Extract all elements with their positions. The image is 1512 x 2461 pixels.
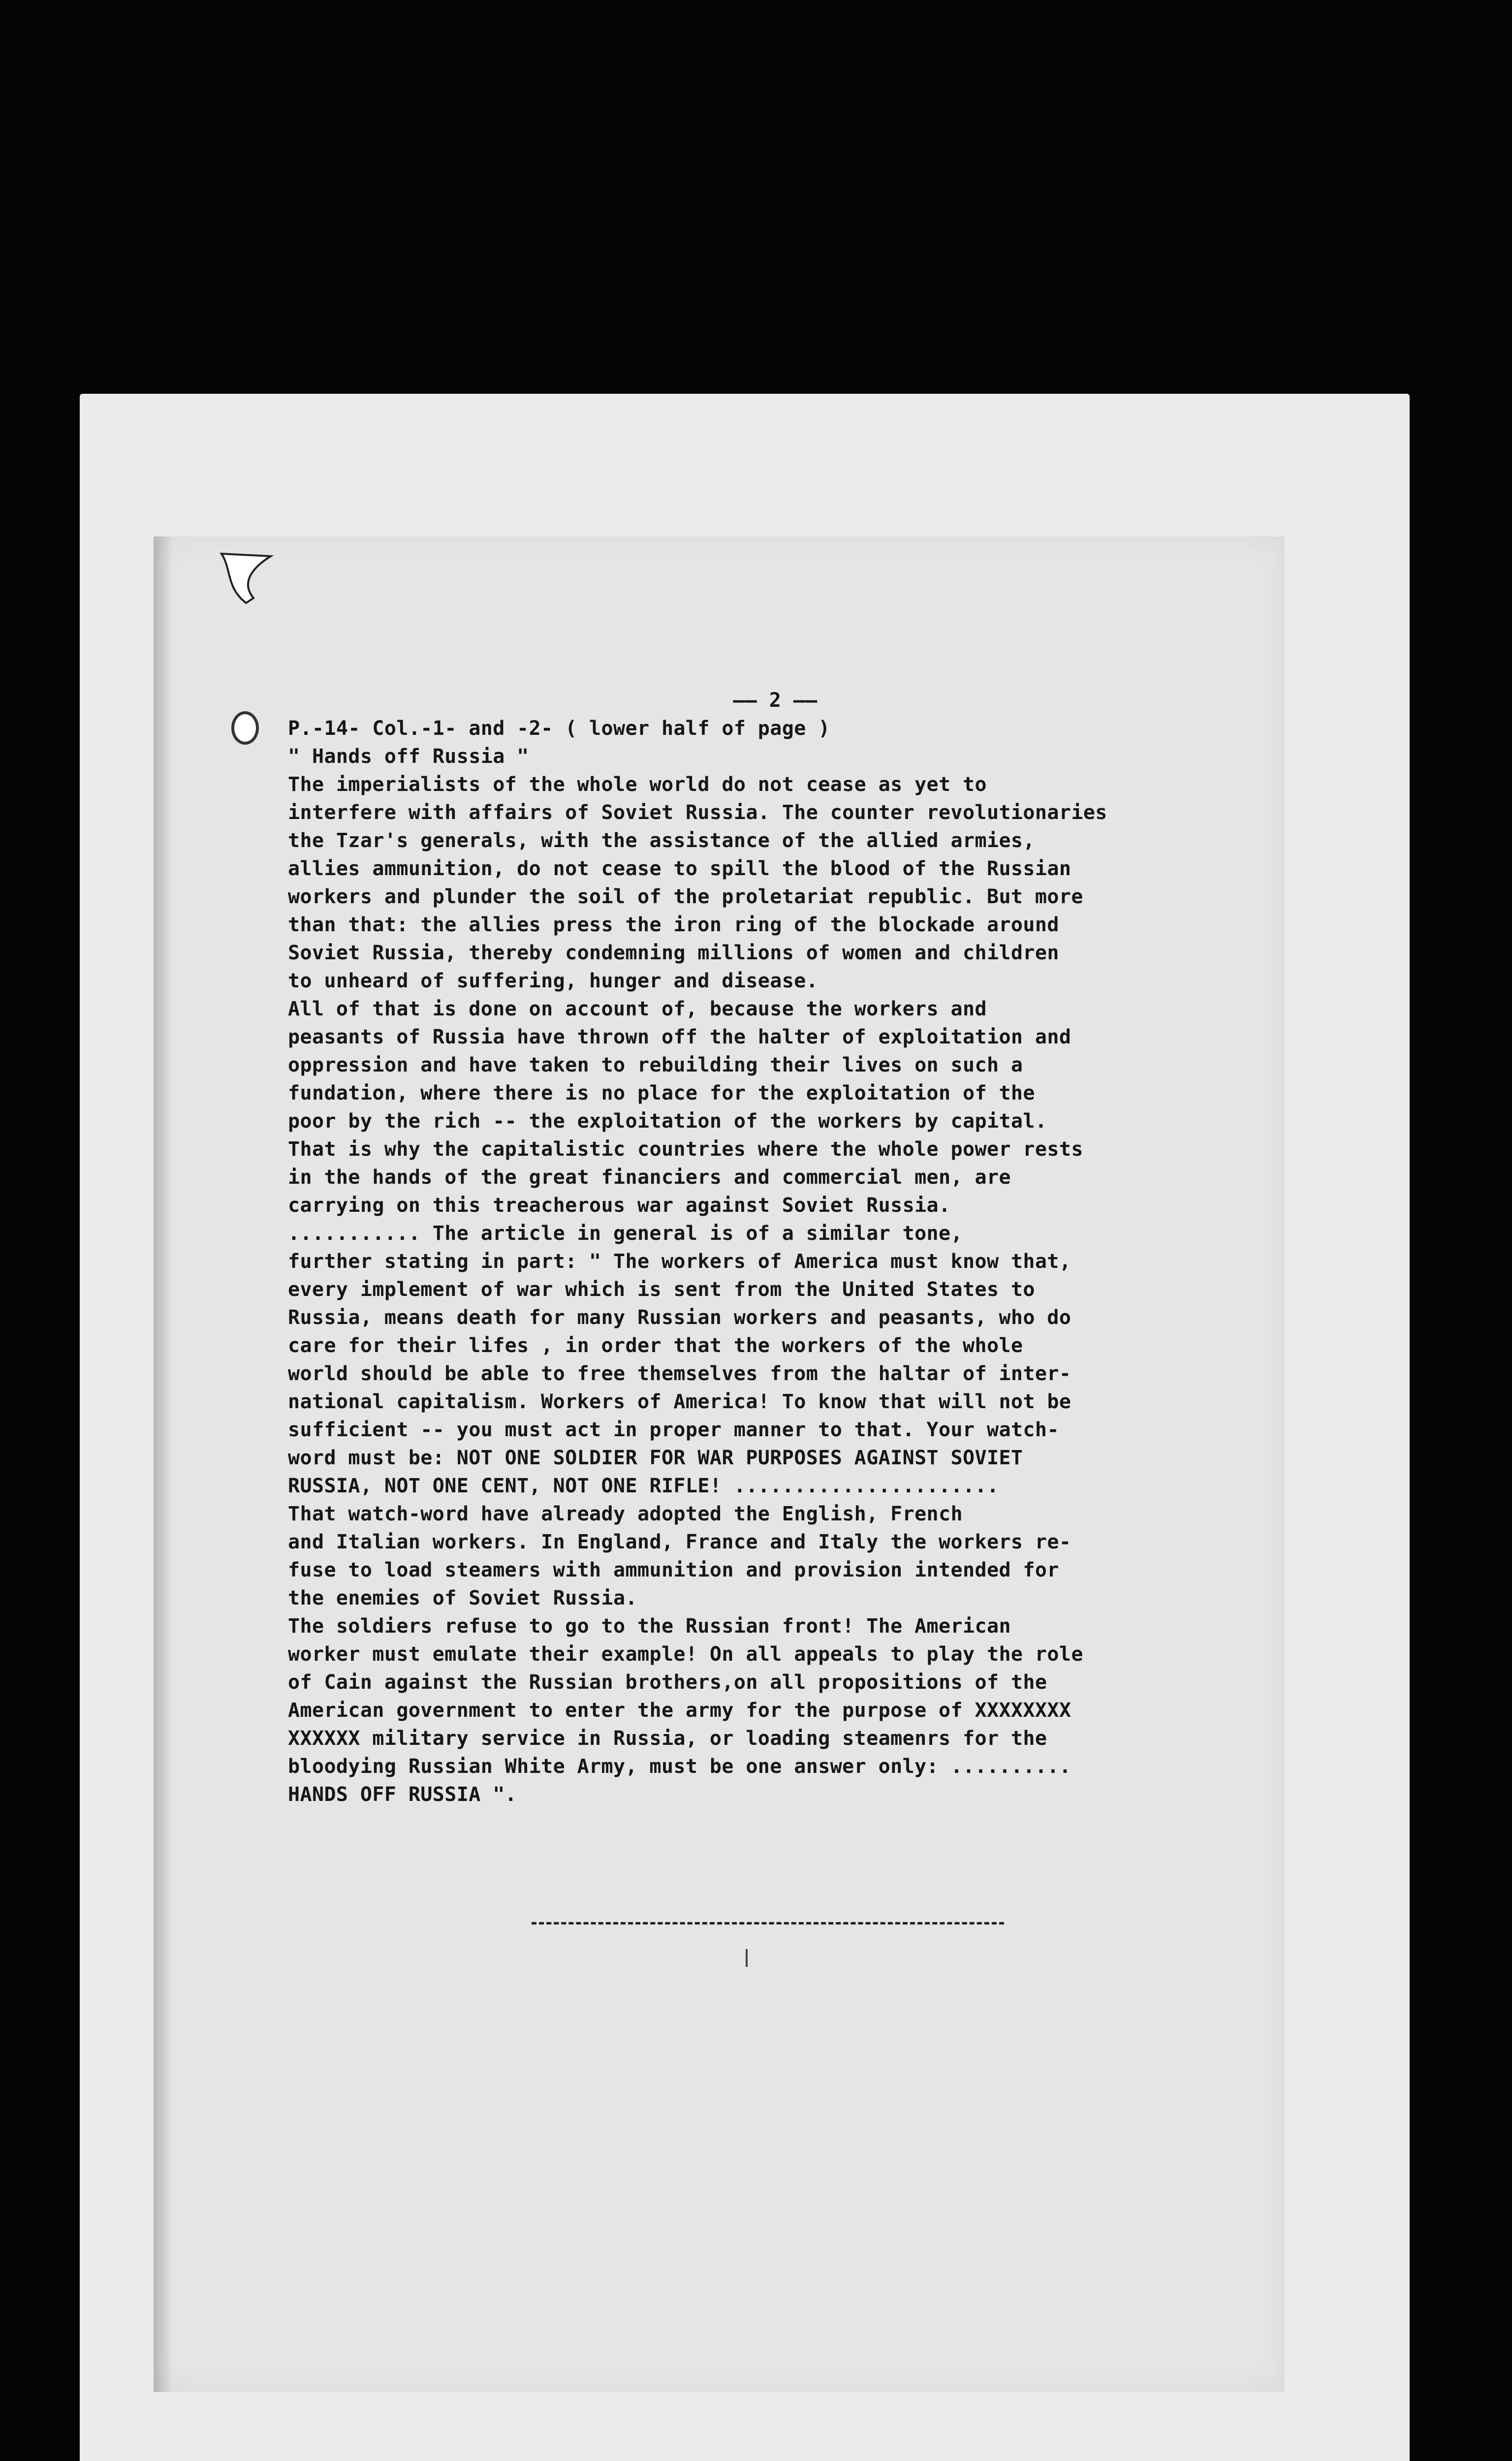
paragraph: All of that is done on account of, because the workers and peasants of Russia have thrown off the halter of exploitation and oppression and have taken to rebuilding their lives on such a fundation, where there is no place for the exploitation of the poor by the rich -- the exploitation of the workers by capital. That is why the capitalistic countries where the whole power rests in the hands of the great financiers and commercial men, are carrying on this treacherous war against Soviet Russia. ........... The article in general is of a similar tone, further stating in part: " The workers of America must know that, every implement of war which is sent from the United States to Russia, means death for many Russian workers and peasants, who do care for their lifes , in order that the workers of the whole world should be able to free themselves from the haltar of inter- national capitalism. Workers of America! To know that will not be sufficient -- you must act in proper manner to that. Your watch- word must be: NOT ONE SOLDIER FOR WAR PURPOSES AGAINST SOVIET RUSSIA, NOT ONE CENT, NOT ONE RIFLE! ...................... That watch-word have already adopted the English, French and Italian workers. In England, France and Italy the workers re- fuse to load steamers with ammunition and provision intended for the enemies of Soviet Russia. The soldiers refuse to go to the Russian front! The American worker must emulate their example! On all appeals to play the role of Cain against the Russian brothers,on all propositions of the American government to enter the army for the purpose of XXXXXXXX XXXXXX military service in Russia, or loading steamenrs for the bloodying Russian White Army, must be one answer only: .......... HANDS OFF RUSSIA ". [288,998,1083,1806]
closing-rule [532,1922,1004,1925]
paragraph: The imperialists of the whole world do not cease as yet to interfere with affairs of Soviet Russia. The counter revolutionaries the Tzar's generals, with the assistance of the allied armies, allies ammunition, do not cease to spill the blood of the Russian workers and plunder the soil of the proletariat republic. But more than that: the allies press the iron ring of the blockade around Soviet Russia, thereby condemning millions of women and children to unheard of suffering, hunger and disease. [288,773,1107,992]
article-title: " Hands off Russia " [288,745,529,768]
source-heading: P.-14- Col.-1- and -2- ( lower half of page ) [288,717,830,740]
rule-tick-mark [746,1949,748,1967]
page-number: —— 2 —— [733,689,818,712]
torn-corner-mark [217,549,285,608]
typed-text-block [288,687,1262,1809]
punch-hole [231,711,259,745]
